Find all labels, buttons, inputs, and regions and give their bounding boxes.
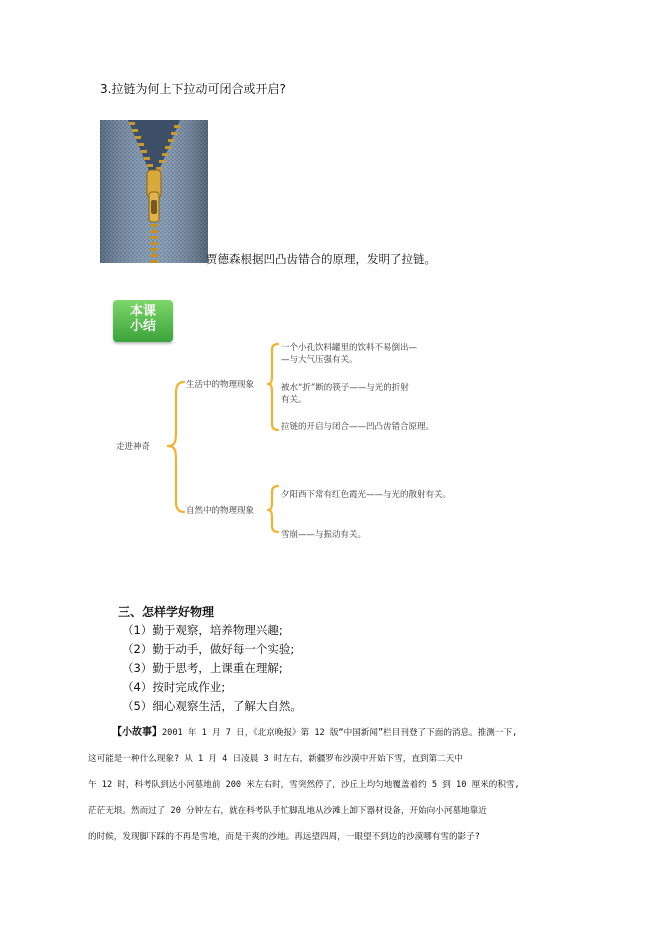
badge-line-2: 小结 [129, 319, 156, 334]
story-line: 【小故事】2001 年 1 月 7 日，《北京晚报》第 12 版“中国新闻”栏目刊登了下面的消息。推测一下, [112, 727, 518, 738]
section-item: （4）按时完成作业; [122, 680, 226, 694]
question-heading: 3.拉链为何上下拉动可闭合或开启? [100, 82, 286, 96]
section-item: （5）细心观察生活，了解大自然。 [122, 699, 302, 713]
mindmap-branch-life: 生活中的物理现象 [186, 380, 255, 390]
mindmap-item: 一个小孔饮料罐里的饮料不易倒出— —与大气压强有关。 [281, 343, 418, 365]
story-line: 这可能是一种什么现象? 从 1 月 4 日凌晨 3 时左右，新疆罗布沙漠中开始下雪，直到第二天中 [88, 754, 463, 764]
mindmap-item: 拉链的开启与闭合——凹凸齿错合原理。 [281, 422, 435, 432]
story-line: 的时候，发现脚下踩的不再是雪地，而是干爽的沙地。再远望四周，一眼望不到边的沙漠哪有雪的影子? [88, 832, 480, 842]
story-line: 茫茫无垠。然而过了 20 分钟左右，就在科考队手忙脚乱地从沙滩上卸下器材设备，开始向小河墓地靠近 [88, 806, 487, 816]
story-line: 午 12 时，科考队到达小河墓地前 200 米左右时，雪突然停了，沙丘上均匀地覆盖着约 5 到 10 厘米的积雪, [88, 780, 520, 790]
mindmap-item: 夕阳西下常有红色霞光——与光的散射有关。 [281, 490, 452, 500]
zipper-photo [100, 120, 208, 263]
mindmap-item: 雪崩——与振动有关。 [281, 530, 367, 540]
zipper-caption: 贾德森根据凹凸齿错合的原理，发明了拉链。 [206, 252, 436, 266]
mindmap-branch-nature: 自然中的物理现象 [186, 506, 255, 516]
mindmap-root: 走进神奇 [116, 442, 151, 452]
badge-line-1: 本课 [129, 304, 156, 319]
story-block [88, 720, 576, 850]
section-item: （2）勤于动手，做好每一个实验; [122, 642, 295, 656]
section-item: （1）勤于观察，培养物理兴趣; [122, 623, 283, 637]
section-title: 三、怎样学好物理 [118, 605, 215, 619]
mindmap-item: 被水“折”断的筷子——与光的折射 有关。 [281, 383, 409, 405]
story-label: 【小故事】 [112, 727, 162, 738]
section-item: （3）勤于思考，上课重在理解; [122, 661, 283, 675]
